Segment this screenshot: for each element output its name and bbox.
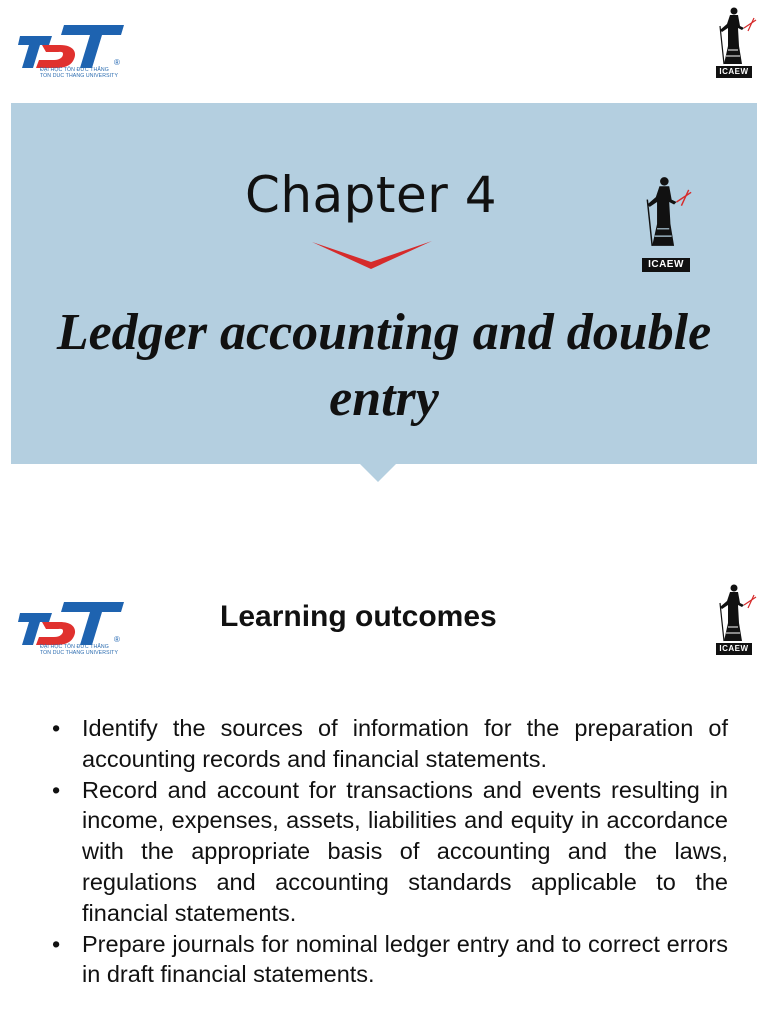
list-item: • Prepare journals for nominal ledger entry and to correct errors in draft financial statements. — [50, 929, 728, 991]
tdt-logo-line2: TON DUC THANG UNIVERSITY — [40, 73, 119, 79]
registered-mark-2: ® — [114, 635, 120, 644]
tdt-logo-line1: ĐẠI HỌC TÔN ĐỨC THẮNG — [40, 644, 109, 650]
registered-mark: ® — [114, 58, 120, 67]
main-title-line2: entry — [329, 370, 439, 427]
icaew-label: ICAEW — [716, 66, 752, 78]
main-title — [0, 300, 768, 432]
icaew-logo-top — [714, 6, 760, 78]
icaew-logo-slide2 — [714, 583, 760, 655]
learning-outcomes-list — [50, 713, 728, 990]
icaew-label-2: ICAEW — [716, 643, 752, 655]
justice-figure-icon — [714, 583, 760, 645]
learning-outcomes-heading: Learning outcomes — [220, 600, 497, 633]
tdt-university-logo — [18, 22, 128, 84]
tdt-logo-line2: TON DUC THANG UNIVERSITY — [40, 650, 119, 656]
justice-figure-large-icon — [640, 170, 696, 256]
title-band-notch — [360, 464, 396, 482]
chapter-title: Chapter 4 — [244, 166, 498, 224]
justice-figure-icon — [714, 6, 760, 68]
red-chevron-icon — [311, 240, 433, 272]
tdt-logo-subtitle-2 — [40, 644, 118, 656]
list-item: • Record and account for transactions and events resulting in income, expenses, assets, liabilities and equity in accordance with the appropriate basis of accounting and the laws, regulations and accounting standards applicable to the financial statements. — [50, 775, 728, 929]
tdt-logo-mark-icon — [18, 22, 128, 68]
tdt-logo-subtitle — [40, 67, 118, 79]
tdt-logo-mark-icon — [18, 599, 128, 645]
icaew-band-label: ICAEW — [642, 258, 690, 272]
tdt-university-logo-2 — [18, 599, 128, 661]
tdt-logo-line1: ĐẠI HỌC TÔN ĐỨC THẮNG — [40, 67, 109, 73]
list-item: • Identify the sources of information for the preparation of accounting records and financial statements. — [50, 713, 728, 775]
main-title-line1: Ledger accounting and double — [56, 304, 712, 361]
icaew-logo-band — [640, 170, 696, 272]
